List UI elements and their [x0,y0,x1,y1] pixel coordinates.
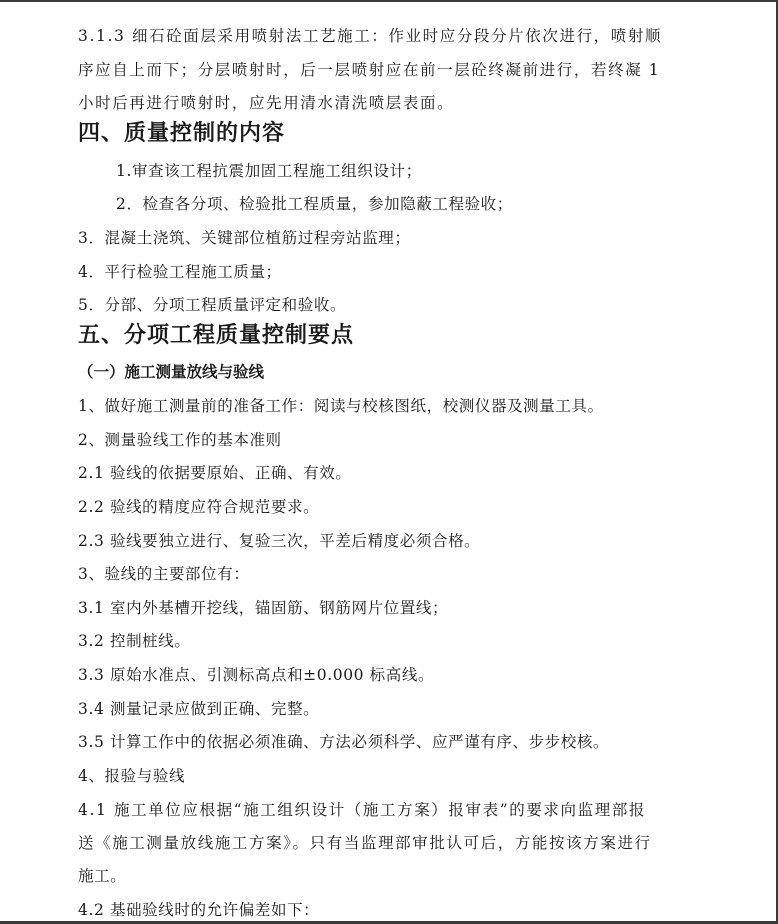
section-3-1-3-line-1: 3.1.3 细石砼面层采用喷射法工艺施工：作业时应分段分片依次进行，喷射顺 [78,27,663,45]
quality-item-1: 1.审查该工程抗震加固工程施工组织设计； [116,162,422,180]
survey-line-3-5: 3.5 计算工作中的依据必须准确、方法必须科学、应严谨有序、步步校核。 [78,733,610,751]
survey-line-2: 2、测量验线工作的基本准则 [78,431,282,449]
section-3-1-3-line-2: 序应自上而下；分层喷射时，后一层喷射应在前一层砼终凝前进行，若终凝 1 [78,61,661,79]
section-4-1-line-1: 4.1 施工单位应根据“施工组织设计（施工方案）报审表”的要求向监理部报 [78,801,647,819]
quality-item-5: 5．分部、分项工程质量评定和验收。 [78,296,347,314]
heading-subitem-quality-points: 五、分项工程质量控制要点 [78,323,355,348]
survey-line-2-3: 2.3 验线要独立进行、复验三次，平差后精度必须合格。 [78,532,481,550]
survey-line-2-2: 2.2 验线的精度应符合规范要求。 [78,498,320,516]
quality-item-3: 3．混凝土浇筑、关键部位植筋过程旁站监理； [78,229,411,247]
survey-line-3-3: 3.3 原始水准点、引测标高点和±0.000 标高线。 [78,666,435,684]
section-4-1-line-2: 送《施工测量放线施工方案》。只有当监理部审批认可后，方能按该方案进行 [78,834,652,852]
section-3-1-3-line-3: 小时后再进行喷射时，应先用清水清洗喷层表面。 [78,94,455,112]
survey-line-3: 3、验线的主要部位有： [78,565,250,583]
survey-line-3-1: 3.1 室内外基槽开挖线，锚固筋、钢筋网片位置线； [78,599,449,617]
quality-item-4: 4．平行检验工程施工质量； [78,263,282,281]
section-4-2: 4.2 基础验线时的允许偏差如下： [78,901,320,919]
heading-quality-control-content: 四、质量控制的内容 [78,121,286,146]
section-4-1-line-3: 施工。 [78,867,127,885]
survey-line-2-1: 2.1 验线的依据要原始、正确、有效。 [78,464,352,482]
survey-line-1: 1、做好施工测量前的准备工作：阅读与校核图纸，校测仪器及测量工具。 [78,397,604,415]
survey-line-3-4: 3.4 测量记录应做到正确、完整。 [78,700,320,718]
quality-item-2: 2．检查各分项、检验批工程质量，参加隐蔽工程验收； [116,195,513,213]
survey-line-4: 4、报验与验线 [78,767,186,785]
survey-line-3-2: 3.2 控制桩线。 [78,632,191,650]
subheading-survey-layout: （一）施工测量放线与验线 [78,363,265,381]
